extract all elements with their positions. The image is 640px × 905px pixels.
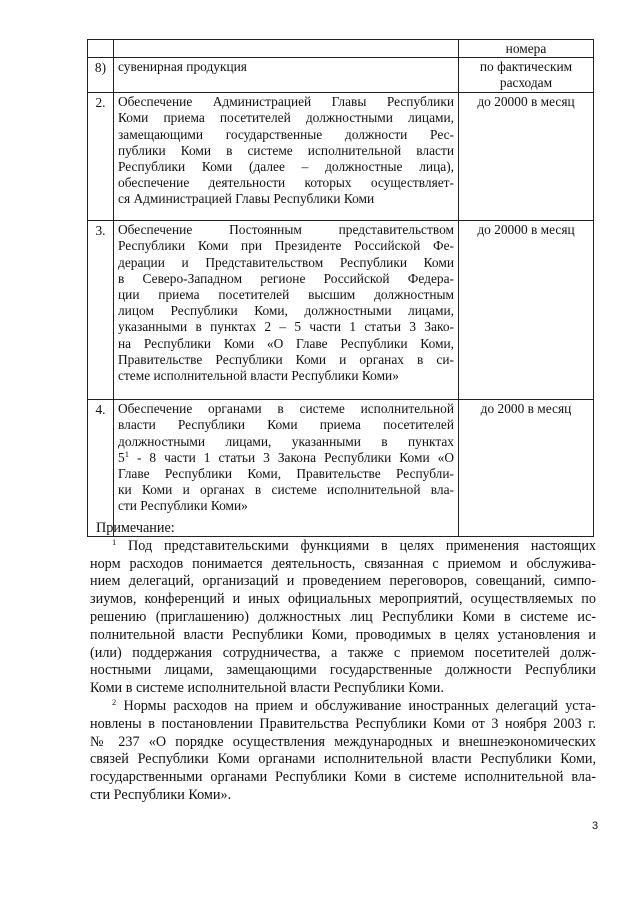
text-line: сти Республики Коми». (90, 786, 232, 803)
text-line: новлены в постановлении Правительства Республики Коми от 3 ноября 2003 г. (90, 715, 596, 732)
footnote-mark: 2 (112, 696, 117, 707)
text-line: публики Коми в системе исполнительной власти (118, 142, 454, 158)
table-row (88, 58, 594, 93)
text-line: нием делегаций, организаций и проведением переговоров, совещаний, симпо- (90, 573, 596, 590)
text-line: обеспечение деятельности которых осуществляет- (118, 175, 454, 191)
text-line: полнительной власти Республики Коми, проводимых в целях установления и (90, 626, 596, 643)
footnote-mark: 1 (112, 536, 117, 547)
text-line: Правительстве Республики Коми и органах в си- (118, 351, 454, 367)
row-number: 2. (88, 93, 114, 221)
text-line: зиумов, конференций и иных официальных мероприятий, осуществляемых по (90, 591, 596, 608)
expense-description (114, 40, 459, 58)
text-line: Республики Коми (далее – должностные лица), (118, 159, 454, 175)
text-line: Республики Коми при Президенте Российской Фе- (118, 238, 454, 254)
text-fragment: Под представительскими функциями в целях применения настоящих (116, 537, 596, 554)
expense-norm (459, 58, 594, 93)
text-line: ностными лицами, замещающими государственные должности Республики (90, 662, 596, 679)
text-line: ки Коми и органах в системе исполнительной вла- (118, 482, 454, 498)
text-line: до 20000 в месяц (477, 222, 575, 238)
text-line: до 20000 в месяц (477, 94, 575, 110)
text-line: дерации и Представительством Республики Коми (118, 254, 454, 270)
row-number: 3. (88, 221, 114, 400)
text-line: на Республики Коми «О Главе Республики Коми, (118, 335, 454, 351)
text-line: решению (приглашению) должностных лиц Республики Коми в системе ис- (90, 608, 596, 625)
notes-section (90, 520, 596, 805)
table-row (88, 93, 594, 221)
text-line: Коми в системе исполнительной власти Республики Коми. (90, 680, 444, 697)
text-line: сувенирная продукция (118, 59, 247, 75)
expense-norm (459, 400, 594, 537)
expense-norm (459, 93, 594, 221)
text-line: по фактическим (479, 59, 573, 75)
row-number: 8) (88, 58, 114, 93)
text-line: расходам (499, 75, 553, 91)
expense-norm (459, 221, 594, 400)
expense-description (114, 221, 459, 400)
text-line: государственными органами Республики Коми в системе исполнительной вла- (90, 769, 596, 786)
text-line: (или) поддержания сотрудничества, а также с приемом посетителей долж- (90, 644, 596, 661)
text-line: Обеспечение Постоянным представительством (118, 222, 454, 238)
text-line: замещающими государственные должности Рес- (118, 126, 454, 142)
text-fragment: Нормы расходов на прием и обслуживание иностранных делегаций уста- (116, 697, 596, 714)
footnote-1 (90, 538, 596, 698)
text-line: должностными лицами, указанными в пунктах (118, 433, 454, 449)
row-number: 4. (88, 400, 114, 537)
text-line: лицом Республики Коми, должностными лицами, (118, 303, 454, 319)
expense-description (114, 400, 459, 537)
text-line: Коми приема посетителей должностными лицами, (118, 110, 454, 126)
text-line: указанными в пунктах 2 – 5 части 1 статьи 3 Зако- (118, 319, 454, 335)
table-body (88, 40, 594, 537)
text-line (90, 698, 596, 716)
expense-description (114, 58, 459, 93)
expense-norm (459, 40, 594, 58)
expense-norms-table (87, 39, 594, 537)
footnote-2 (90, 698, 596, 805)
text-fragment: - 8 части 1 статьи 3 Закона Республики Коми «О (128, 449, 454, 465)
table-row (88, 40, 594, 58)
text-line: власти Республики Коми приема посетителей (118, 417, 454, 433)
row-number (88, 40, 114, 58)
notes-title: Примечание: (96, 520, 175, 536)
text-line: в Северо-Западном регионе Российской Федера- (118, 270, 454, 286)
text-line: до 2000 в месяц (480, 401, 572, 417)
expense-description (114, 93, 459, 221)
text-line: № 237 «О порядке осуществления международных и внешнеэкономических (90, 733, 596, 750)
text-line: Главе Республики Коми, Правительстве Республи- (118, 466, 454, 482)
text-line: стеме исполнительной власти Республики Коми» (118, 368, 399, 384)
text-line (118, 450, 454, 466)
text-line: ся Администрацией Главы Республики Коми (118, 191, 375, 207)
text-line: Обеспечение Администрацией Главы Республики (118, 94, 454, 110)
table-row (88, 400, 594, 537)
superscript: 1 (124, 448, 129, 459)
page-number: 3 (592, 820, 599, 832)
text-line: норм расходов понимается деятельность, связанная с приемом и обслужива- (90, 555, 596, 572)
text-line: сти Республики Коми» (118, 498, 248, 514)
text-line: Обеспечение органами в системе исполнительной (118, 401, 454, 417)
text-line: номера (505, 41, 547, 56)
text-line: ции приема посетителей высшим должностным (118, 287, 454, 303)
text-line: связей Республики Коми органами исполнительной власти Республики Коми, (90, 751, 596, 768)
text-line (90, 538, 596, 556)
table-row (88, 221, 594, 400)
text-fragment: 5 (118, 449, 125, 465)
